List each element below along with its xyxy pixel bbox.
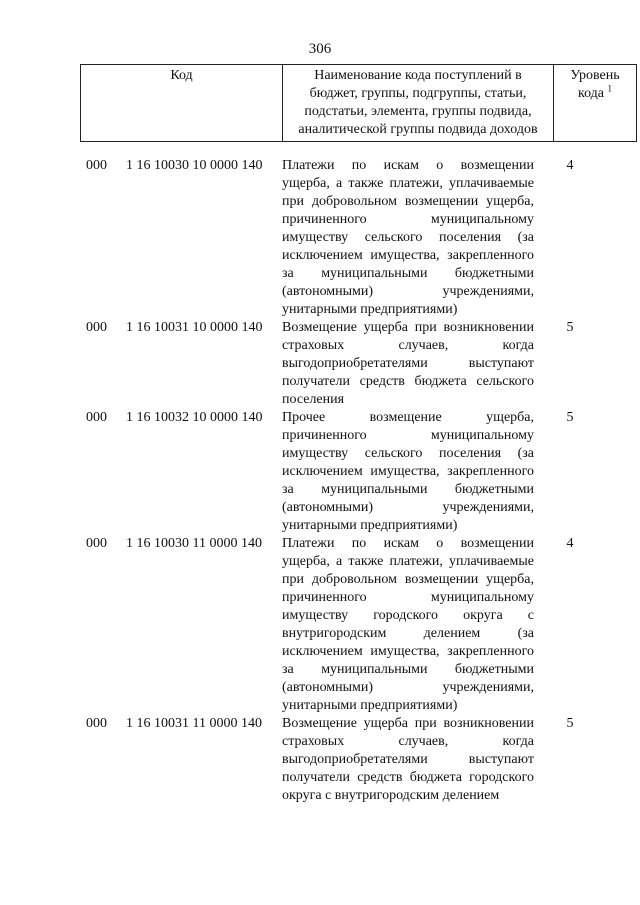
row-name-line: выгодоприобретателями выступают xyxy=(282,752,534,767)
row-name-line: страховых случаев, когда xyxy=(282,734,534,749)
row-name-line: унитарными предприятиями) xyxy=(282,302,458,317)
header-name-line: Наименование кода поступлений в xyxy=(314,68,522,83)
row-name xyxy=(282,157,534,319)
footnote-mark: 1 xyxy=(607,83,613,94)
header-name-line: бюджет, группы, подгруппы, статьи, xyxy=(309,86,527,101)
row-name xyxy=(282,409,534,535)
row-admin-code: 000 xyxy=(86,536,107,551)
header-code: Код xyxy=(81,65,283,142)
row-name-line: причиненного муниципальному xyxy=(282,428,534,443)
row-name-line: исключением имущества, закрепленного xyxy=(282,464,534,479)
row-name-line: при добровольном возмещении ущерба, xyxy=(282,194,534,209)
row-name-line: при добровольном возмещении ущерба, xyxy=(282,572,534,587)
page-number: 306 xyxy=(308,41,332,57)
table-row xyxy=(86,535,606,715)
row-name-line: выгодоприобретателями выступают xyxy=(282,356,534,371)
table-row xyxy=(86,319,606,409)
row-name-line: ущерба, а также платежи, уплачиваемые xyxy=(282,554,534,569)
table-body xyxy=(86,157,606,805)
row-name-line: причиненного муниципальному xyxy=(282,212,534,227)
header-level-line: Уровень xyxy=(570,68,620,83)
row-name-line: (автономными) учреждениями, xyxy=(282,284,534,299)
row-name-line: получатели средств бюджета городского xyxy=(282,770,534,785)
row-name-line: Возмещение ущерба при возникновении xyxy=(282,716,534,731)
row-name xyxy=(282,715,534,805)
header-level xyxy=(554,65,637,142)
row-name-line: имуществу сельского поселения (за xyxy=(282,230,534,245)
table-row xyxy=(86,715,606,805)
row-name-line: исключением имущества, закрепленного xyxy=(282,644,534,659)
row-name-line: за муниципальными бюджетными xyxy=(282,662,534,677)
row-name-line: унитарными предприятиями) xyxy=(282,698,458,713)
row-name-line: имуществу городского округа с xyxy=(282,608,534,623)
row-name-line: (автономными) учреждениями, xyxy=(282,500,534,515)
row-level: 4 xyxy=(566,536,574,551)
row-revenue-code: 1 16 10031 11 0000 140 xyxy=(126,716,262,731)
row-name-line: (автономными) учреждениями, xyxy=(282,680,534,695)
row-name-line: страховых случаев, когда xyxy=(282,338,534,353)
row-name-line: Платежи по искам о возмещении xyxy=(282,536,534,551)
row-name-line: ущерба, а также платежи, уплачиваемые xyxy=(282,176,534,191)
header-name xyxy=(283,65,554,142)
row-level: 5 xyxy=(566,320,574,335)
row-level: 5 xyxy=(566,716,574,731)
row-name-line: получатели средств бюджета сельского xyxy=(282,374,534,389)
row-name-line: за муниципальными бюджетными xyxy=(282,266,534,281)
row-name-line: унитарными предприятиями) xyxy=(282,518,458,533)
row-admin-code: 000 xyxy=(86,410,107,425)
row-name xyxy=(282,535,534,715)
row-name-line: Возмещение ущерба при возникновении xyxy=(282,320,534,335)
table-row xyxy=(86,157,606,319)
row-revenue-code: 1 16 10031 10 0000 140 xyxy=(126,320,263,335)
row-admin-code: 000 xyxy=(86,716,107,731)
header-level-text: кода xyxy=(577,86,605,101)
row-admin-code: 000 xyxy=(86,158,107,173)
row-name-line: за муниципальными бюджетными xyxy=(282,482,534,497)
row-admin-code: 000 xyxy=(86,320,107,335)
table-row xyxy=(86,409,606,535)
row-name-line: имуществу сельского поселения (за xyxy=(282,446,534,461)
row-name-line: поселения xyxy=(282,392,345,407)
row-level: 5 xyxy=(566,410,574,425)
table-header xyxy=(80,64,637,142)
row-name xyxy=(282,319,534,409)
row-revenue-code: 1 16 10030 11 0000 140 xyxy=(126,536,262,551)
row-revenue-code: 1 16 10030 10 0000 140 xyxy=(126,158,263,173)
header-name-line: аналитической группы подвида доходов xyxy=(298,122,538,137)
row-name-line: округа с внутригородским делением xyxy=(282,788,500,803)
row-name-line: Прочее возмещение ущерба, xyxy=(282,410,534,425)
row-name-line: Платежи по искам о возмещении xyxy=(282,158,534,173)
header-name-line: подстатьи, элемента, группы подвида, xyxy=(304,104,532,119)
row-name-line: причиненного муниципальному xyxy=(282,590,534,605)
header-level-line xyxy=(558,85,632,103)
row-revenue-code: 1 16 10032 10 0000 140 xyxy=(126,410,263,425)
row-level: 4 xyxy=(566,158,574,173)
row-name-line: внутригородским делением (за xyxy=(282,626,534,641)
row-name-line: исключением имущества, закрепленного xyxy=(282,248,534,263)
